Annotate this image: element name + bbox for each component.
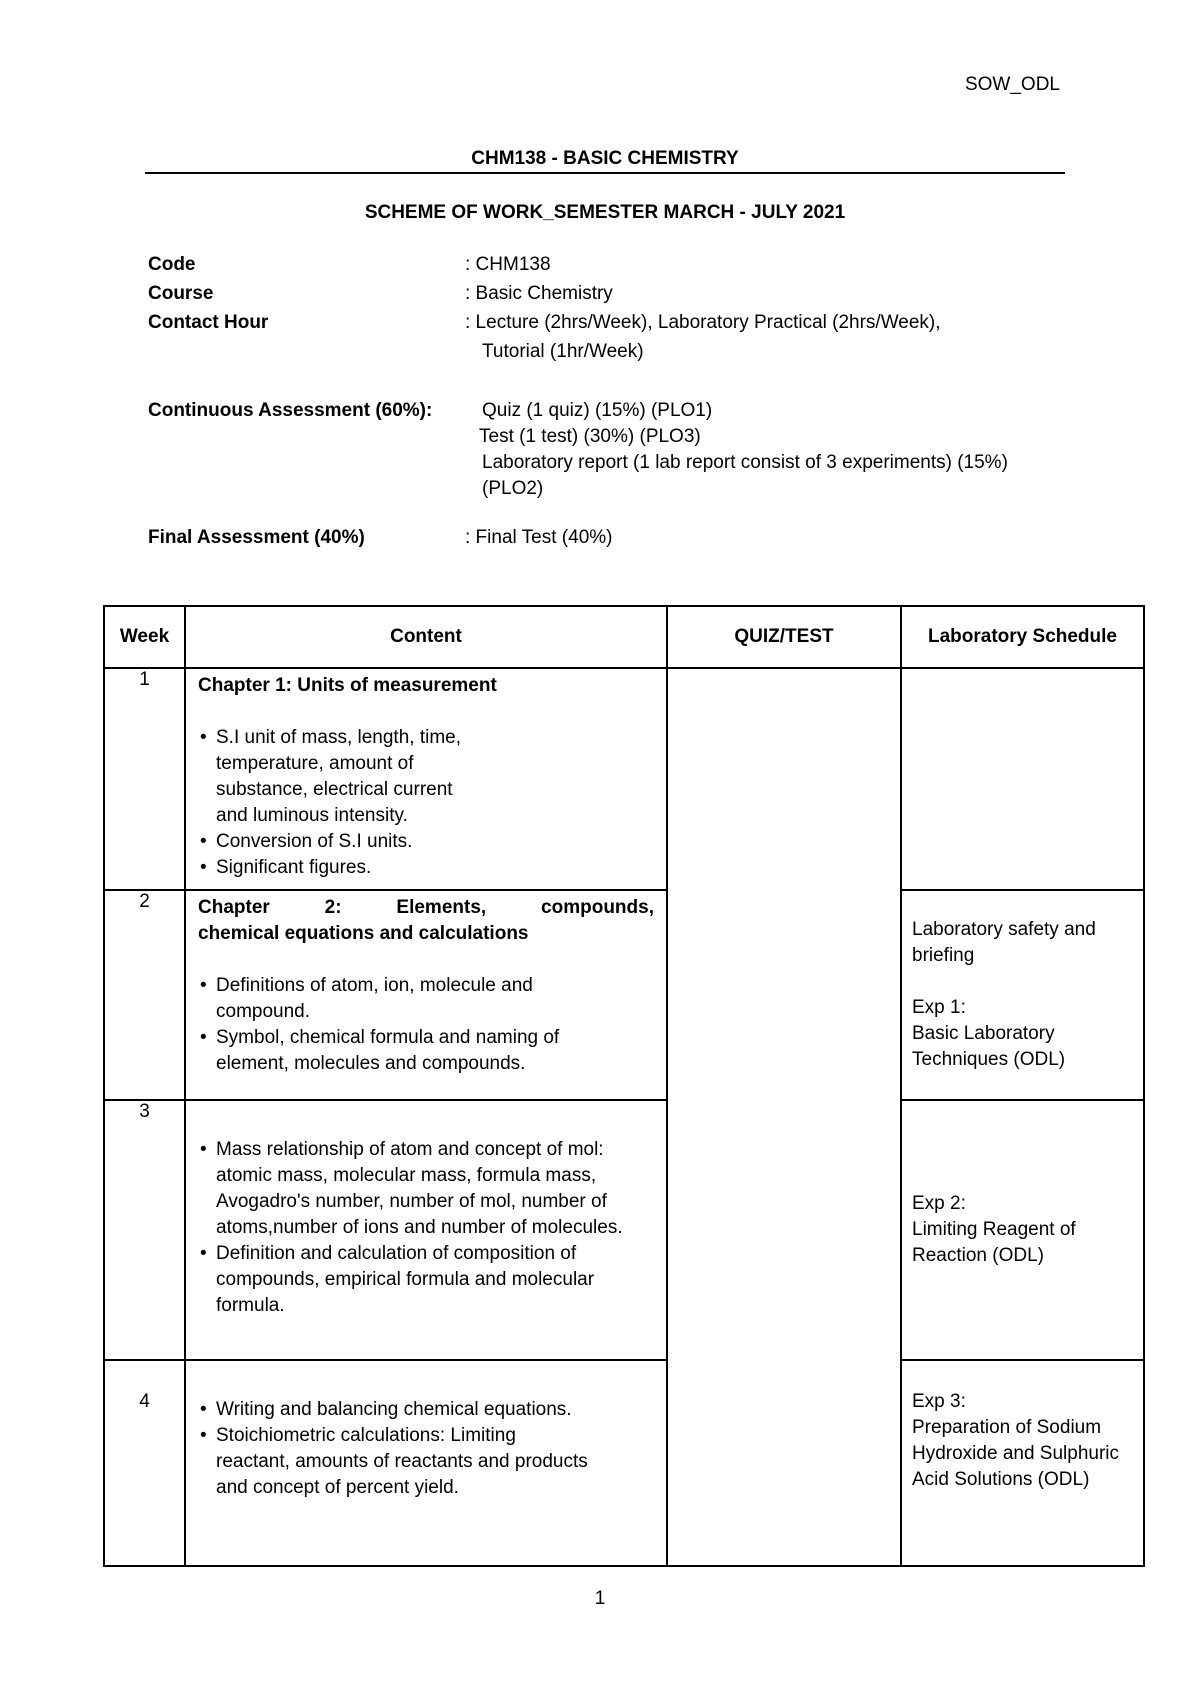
header-week: Week	[104, 606, 185, 668]
lab-item: Basic Laboratory Techniques (ODL)	[912, 1023, 1066, 1070]
header-tag: SOW_ODL	[964, 74, 1060, 95]
week-number: 4	[104, 1360, 185, 1566]
header-quiz-test: QUIZ/TEST	[667, 606, 901, 668]
table-row	[104, 668, 1144, 890]
quiz-test-cell	[667, 668, 901, 1566]
final-assessment-row	[148, 525, 1108, 551]
course-info-row	[148, 281, 1108, 307]
ca-lab-report: Laboratory report (1 lab report consist of 3 experiments) (15%)	[482, 452, 1008, 473]
header-lab-schedule: Laboratory Schedule	[901, 606, 1144, 668]
lab-item: Laboratory safety and briefing	[912, 919, 1096, 966]
final-assessment-value: : Final Test (40%)	[465, 527, 613, 548]
lab-item: Exp 1:	[912, 997, 966, 1018]
list-item: • Definitions of atom, ion, molecule and compound.	[198, 973, 654, 1025]
course-info	[148, 252, 1108, 278]
week-content	[185, 668, 667, 890]
week-content	[185, 1360, 667, 1566]
list-item: • Symbol, chemical formula and naming of element, molecules and compounds.	[198, 1025, 654, 1077]
table-row	[104, 1100, 1144, 1360]
continuous-assessment-row	[148, 398, 1108, 508]
table-header-row	[104, 606, 1144, 668]
lab-schedule-cell	[901, 890, 1144, 1100]
title-divider	[145, 172, 1065, 174]
list-item: • Writing and balancing chemical equations.	[198, 1397, 654, 1423]
lab-schedule-cell	[901, 1100, 1144, 1360]
ca-lab-report-plo: (PLO2)	[482, 478, 544, 499]
list-item: • Mass relationship of atom and concept of mol: atomic mass, molecular mass, formula mass, Avogadro's number, number of mol, number of atoms,number of ions and number of molecules.	[198, 1137, 654, 1241]
topic-list	[198, 973, 654, 1077]
schedule-table	[103, 605, 1145, 1567]
page-number: 1	[594, 1588, 606, 1609]
document-title: CHM138 - BASIC CHEMISTRY	[471, 148, 739, 169]
lab-item: Exp 3:	[912, 1391, 966, 1412]
lab-item: Preparation of Sodium Hydroxide and Sulphuric Acid Solutions (ODL)	[912, 1417, 1120, 1490]
topic-list	[198, 725, 654, 881]
week-content	[185, 890, 667, 1100]
document-subtitle: SCHEME OF WORK_SEMESTER MARCH - JULY 2021	[364, 202, 846, 223]
final-assessment-label: Final Assessment (40%)	[148, 527, 365, 548]
topic-list	[198, 1137, 654, 1319]
list-item: • Definition and calculation of composition of compounds, empirical formula and molecular formula.	[198, 1241, 654, 1319]
course-value: : Basic Chemistry	[465, 283, 613, 304]
list-item: • Significant figures.	[198, 855, 654, 881]
list-item: • Conversion of S.I units.	[198, 829, 654, 855]
topic-list	[198, 1397, 654, 1501]
contact-hour-value-cont: Tutorial (1hr/Week)	[482, 341, 644, 362]
code-value: : CHM138	[465, 254, 551, 275]
list-item: • Stoichiometric calculations: Limiting reactant, amounts of reactants and products and concept of percent yield.	[198, 1423, 654, 1501]
table-row	[104, 1360, 1144, 1566]
chapter-title: Chapter 1: Units of measurement	[198, 675, 497, 696]
week-number: 3	[104, 1100, 185, 1360]
contact-hour-value: : Lecture (2hrs/Week), Laboratory Practical (2hrs/Week),	[465, 312, 941, 333]
week-number: 1	[104, 668, 185, 890]
lab-schedule-cell	[901, 1360, 1144, 1566]
continuous-assessment-label: Continuous Assessment (60%):	[148, 400, 433, 421]
chapter-title: Chapter 2: Elements, compounds, chemical equations and calculations	[198, 897, 654, 944]
week-number: 2	[104, 890, 185, 1100]
week-content	[185, 1100, 667, 1360]
contact-hour-row	[148, 310, 1108, 366]
ca-quiz: Quiz (1 quiz) (15%) (PLO1)	[482, 400, 713, 421]
lab-schedule-cell	[901, 668, 1144, 890]
lab-item: Exp 2:	[912, 1193, 966, 1214]
list-item: • S.I unit of mass, length, time, temperature, amount of substance, electrical current and luminous intensity.	[198, 725, 654, 829]
code-label: Code	[148, 254, 196, 275]
table-row	[104, 890, 1144, 1100]
header-content: Content	[185, 606, 667, 668]
course-label: Course	[148, 283, 214, 304]
ca-test: Test (1 test) (30%) (PLO3)	[479, 426, 701, 447]
contact-hour-label: Contact Hour	[148, 312, 269, 333]
lab-item: Limiting Reagent of Reaction (ODL)	[912, 1219, 1076, 1266]
